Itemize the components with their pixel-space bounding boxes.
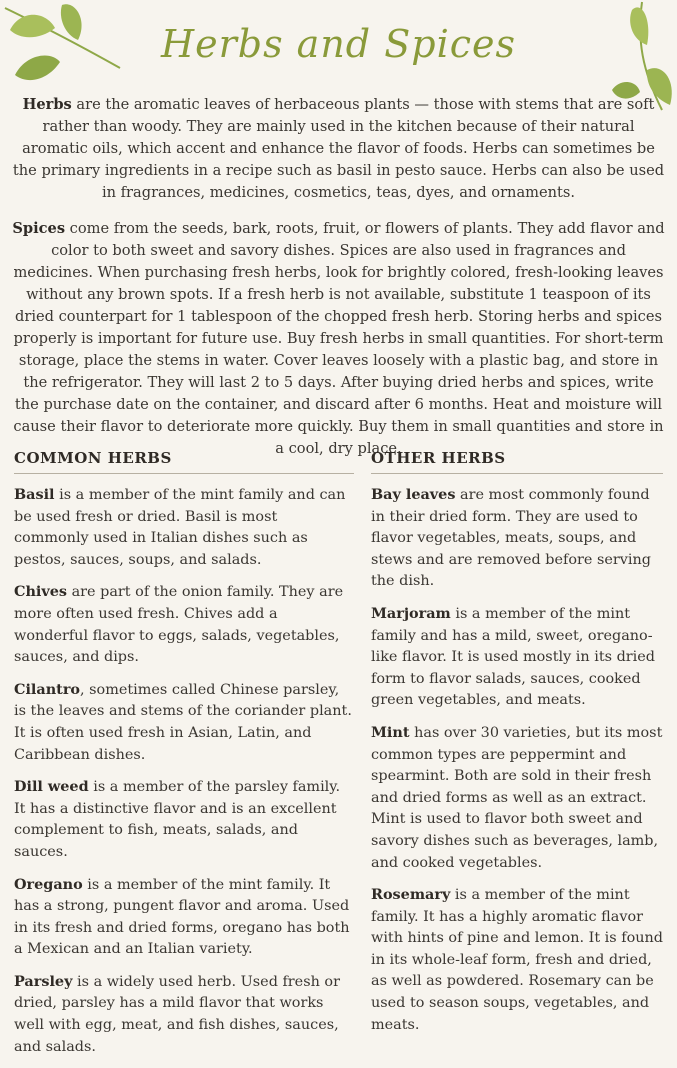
herb-entry-oregano [14,874,354,961]
herb-term: Cilantro [14,680,81,698]
herb-term: Chives [14,583,68,601]
herb-text: is a member of the mint family and can be used fresh or dried. Basil is most commonly used in Italian dishes such as pestos, sauces, soups, and salads. [14,487,346,568]
herb-term: Oregano [14,875,83,893]
herb-term: Parsley [14,972,73,990]
herb-entry-dill-weed [14,776,354,863]
page-title: Herbs and Spices [160,22,516,66]
herb-entry-marjoram [371,603,663,712]
herb-entry-mint [371,722,663,874]
herb-entry-basil [14,484,354,571]
herb-term: Rosemary [371,886,451,904]
herb-term: Basil [14,486,55,503]
intro-spices-paragraph [10,218,667,460]
herb-term: Bay leaves [371,486,456,503]
other-herbs-column [371,449,663,1046]
herb-entry-chives [14,581,354,668]
herb-text: , sometimes called Chinese parsley, is the leaves and stems of the coriander plant. It is often used fresh in Asian, Latin, and Caribbean dishes. [14,681,352,763]
intro-herbs-paragraph [10,94,667,204]
herb-text: is a member of the mint family. It has a highly aromatic flavor with hints of pine and lemon. It is found in its whole-leaf form, fresh and dried, as well as powdered. Rosemary can be used to season soups, vegetables, and meats. [371,887,663,1033]
herb-text: are part of the onion family. They are more often used fresh. Chives add a wonderful flavor to eggs, salads, vegetables, sauces, and dips. [14,584,344,666]
spices-term: Spices [12,220,66,237]
herb-term: Dill weed [14,778,89,796]
herb-term: Marjoram [371,604,451,622]
herb-text: is a member of the parsley family. It has a distinctive flavor and is an excellent complement to fish, meats, salads, and sauces. [14,779,341,860]
herb-text: are most commonly found in their dried form. They are used to flavor vegetables, meats, soups, and stews and are removed before serving the dish. [371,487,651,590]
herb-text: is a member of the mint family. It has a strong, pungent flavor and aroma. Used in its fresh and dried forms, oregano has both a Mexican and an Italian variety. [14,876,350,958]
herbs-term: Herbs [22,96,72,113]
herb-entry-parsley [14,971,354,1058]
herb-term: Mint [371,723,410,741]
herb-text: is a member of the mint family and has a mild, sweet, oregano-like flavor. It is used mostly in its dried form to flavor salads, sauces, cooked green vegetables, and meats. [371,605,655,709]
common-herbs-heading: COMMON HERBS [14,449,354,474]
herbs-description: are the aromatic leaves of herbaceous plants — those with stems that are soft rather than woody. They are mainly used in the kitchen because of their natural aromatic oils, which accent and enhance the flavor of foods. Herbs can sometimes be the primary ingredients in a recipe such as basil in pesto sauce. Herbs can also be used in fragrances, medicines, cosmetics, teas, dyes, and ornaments. [12,96,665,201]
herb-entry-bay-leaves [371,484,663,593]
other-herbs-heading: OTHER HERBS [371,449,663,474]
herb-entry-cilantro [14,679,354,766]
spices-description: come from the seeds, bark, roots, fruit, or flowers of plants. They add flavor and color to both sweet and savory dishes. Spices are also used in fragrances and medicines. When purchasing fresh herbs, look for brightly colored, fresh-looking leaves without any brown spots. If a fresh herb is not available, substitute 1 teaspoon of its dried counterpart for 1 tablespoon of the chopped fresh herb. Storing herbs and spices properly is important for future use. Buy fresh herbs in small quantities. For short-term storage, place the stems in water. Cover leaves loosely with a plastic bag, and store in the refrigerator. They will last 2 to 5 days. After buying dried herbs and spices, write the purchase date on the container, and discard after 6 months. Heat and moisture will cause their flavor to deteriorate more quickly. Buy them in small quantities and store in a cool, dry place. [13,220,665,457]
herb-text: is a widely used herb. Used fresh or dried, parsley has a mild flavor that works well with egg, meat, and fish dishes, sauces, and salads. [14,973,340,1055]
common-herbs-column [14,449,354,1068]
herb-text: has over 30 varieties, but its most common types are peppermint and spearmint. Both are sold in their fresh and dried forms as well as an extract. Mint is used to flavor both sweet and savory dishes such as beverages, lamb, and cooked vegetables. [371,724,663,871]
herb-entry-rosemary [371,884,663,1036]
